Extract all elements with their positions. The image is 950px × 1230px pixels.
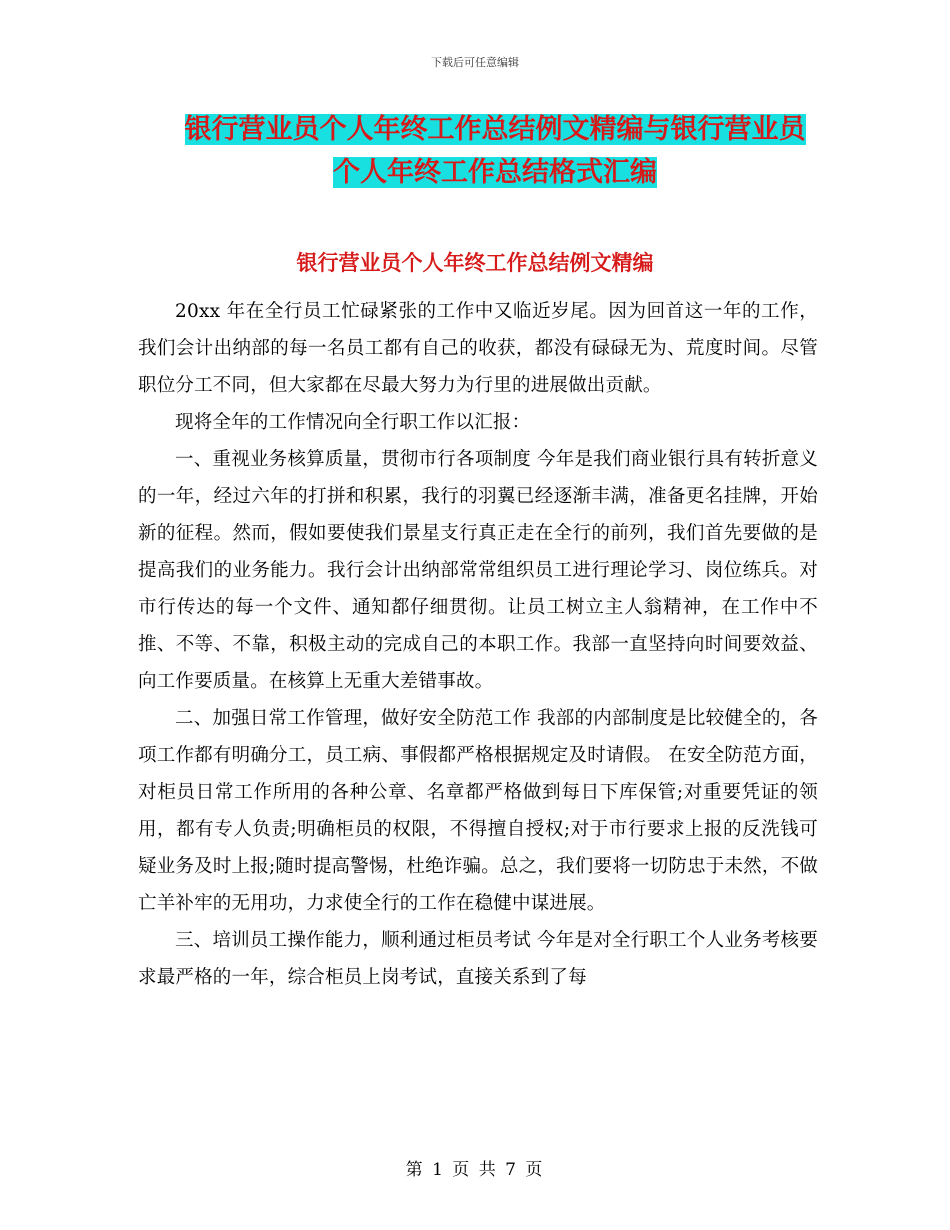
paragraph: 三、培训员工操作能力，顺利通过柜员考试 今年是对全行职工个人业务考核要求最严格的一年，综合柜员上岗考试，直接关系到了每 <box>138 930 818 988</box>
document-body <box>138 293 818 996</box>
paragraph: 20xx 年在全行员工忙碌紧张的工作中又临近岁尾。因为回首这一年的工作，我们会计出纳部的每一名员工都有自己的收获，都没有碌碌无为、荒度时间。尽管职位分工不同，但大家都在尽最大努力为行里的进展做出贡献。 <box>138 301 818 396</box>
paragraph: 现将全年的工作情况向全行职工作以汇报： <box>175 412 531 433</box>
paragraph: 二、加强日常工作管理，做好安全防范工作 我部的内部制度是比较健全的，各项工作都有明确分工，员工病、事假都严格根据规定及时请假。 在安全防范方面，对柜员日常工作所用的各种公章、名章都严格做到每日下库保管;对重要凭证的领用，都有专人负责;明确柜员的权限，不得擅自授权;对于市行要求上报的反洗钱可疑业务及时上报;随时提高警惕，杜绝诈骗。总之，我们要将一切防忠于未然，不做亡羊补牢的无用功，力求使全行的工作在稳健中谋进展。 <box>138 708 818 914</box>
document-title-line-2 <box>150 153 840 193</box>
document-title-text-1: 银行营业员个人年终工作总结例文精编与银行营业员 <box>184 114 806 145</box>
document-title-line-1 <box>150 110 840 150</box>
header-note: 下载后可任意编辑 <box>431 56 519 69</box>
section-heading: 银行营业员个人年终工作总结例文精编 <box>296 251 654 275</box>
page-footer: 第 1 页 共 7 页 <box>405 1160 545 1180</box>
document-title-text-2: 个人年终工作总结格式汇编 <box>333 157 657 188</box>
paragraph: 一、重视业务核算质量，贯彻市行各项制度 今年是我们商业银行具有转折意义的一年，经过六年的打拼和积累，我行的羽翼已经逐渐丰满，准备更名挂牌，开始新的征程。然而，假如要使我们景星支行真正走在全行的前列，我们首先要做的是提高我们的业务能力。我行会计出纳部常常组织员工进行理论学习、岗位练兵。对市行传达的每一个文件、通知都仔细贯彻。让员工树立主人翁精神，在工作中不推、不等、不靠，积极主动的完成自己的本职工作。我部一直坚持向时间要效益、向工作要质量。在核算上无重大差错事故。 <box>138 449 818 692</box>
